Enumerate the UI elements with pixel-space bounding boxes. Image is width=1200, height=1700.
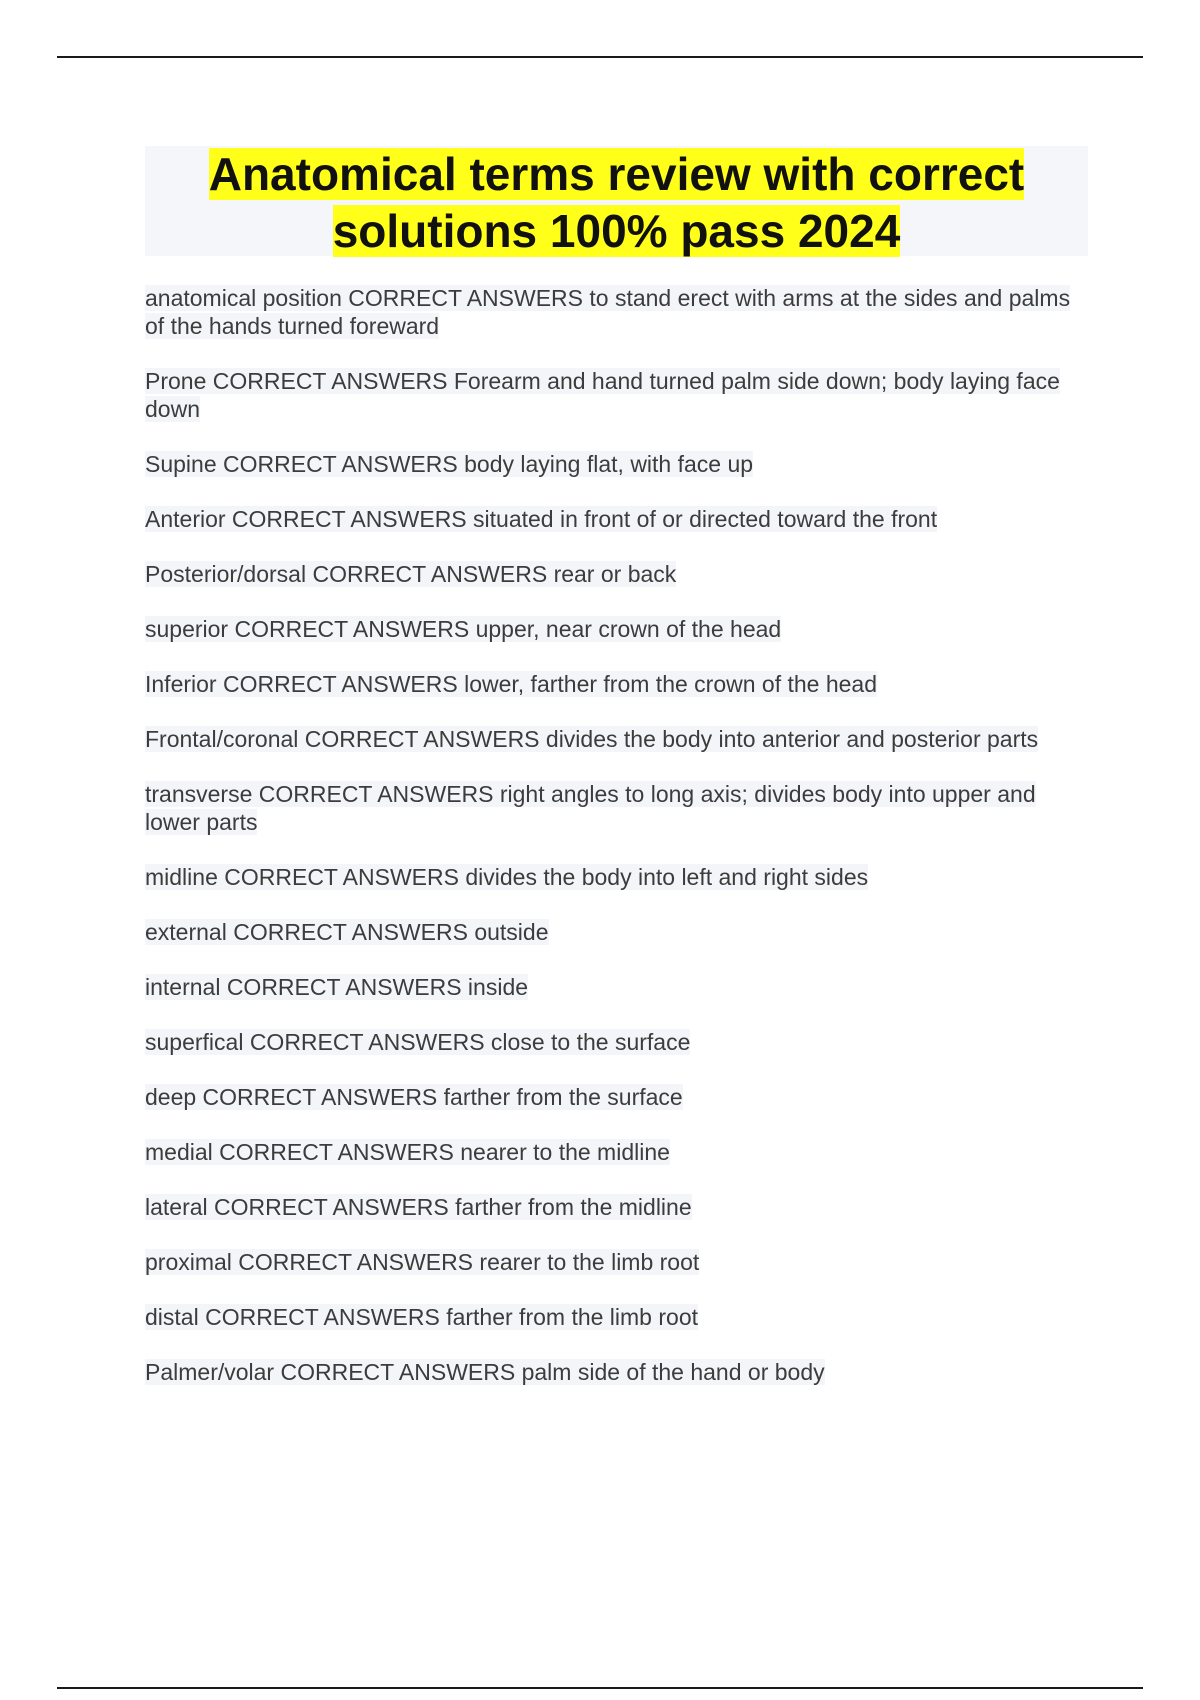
term-entry xyxy=(145,1028,1090,1056)
term-entry xyxy=(145,284,1090,340)
term-entry xyxy=(145,367,1090,423)
term-entry xyxy=(145,670,1090,698)
term-entry-text: proximal CORRECT ANSWERS rearer to the limb root xyxy=(145,1249,700,1275)
term-entry xyxy=(145,863,1090,891)
page-title xyxy=(145,146,1088,260)
bottom-rule xyxy=(57,1687,1143,1689)
term-entry-text: Palmer/volar CORRECT ANSWERS palm side of the hand or body xyxy=(145,1359,825,1385)
term-entry-text: internal CORRECT ANSWERS inside xyxy=(145,974,529,1000)
term-entry-text: Supine CORRECT ANSWERS body laying flat, with face up xyxy=(145,451,754,477)
term-entry-text: deep CORRECT ANSWERS farther from the surface xyxy=(145,1084,683,1110)
term-list xyxy=(145,284,1090,1413)
term-entry xyxy=(145,1138,1090,1166)
term-entry-text: anatomical position CORRECT ANSWERS to stand erect with arms at the sides and palms of the hands turned foreward xyxy=(145,285,1071,339)
term-entry xyxy=(145,450,1090,478)
term-entry xyxy=(145,918,1090,946)
term-entry-text: lateral CORRECT ANSWERS farther from the midline xyxy=(145,1194,692,1220)
term-entry xyxy=(145,725,1090,753)
term-entry-text: superior CORRECT ANSWERS upper, near crown of the head xyxy=(145,616,782,642)
term-entry xyxy=(145,505,1090,533)
term-entry xyxy=(145,560,1090,588)
term-entry xyxy=(145,1358,1090,1386)
term-entry xyxy=(145,1193,1090,1221)
term-entry-text: superfical CORRECT ANSWERS close to the surface xyxy=(145,1029,691,1055)
term-entry xyxy=(145,1083,1090,1111)
term-entry xyxy=(145,1248,1090,1276)
term-entry-text: transverse CORRECT ANSWERS right angles to long axis; divides body into upper and lower parts xyxy=(145,781,1036,835)
term-entry-text: external CORRECT ANSWERS outside xyxy=(145,919,549,945)
title-box xyxy=(145,146,1088,256)
term-entry-text: Prone CORRECT ANSWERS Forearm and hand turned palm side down; body laying face down xyxy=(145,368,1060,422)
term-entry-text: Inferior CORRECT ANSWERS lower, farther from the crown of the head xyxy=(145,671,878,697)
term-entry-text: medial CORRECT ANSWERS nearer to the midline xyxy=(145,1139,670,1165)
term-entry-text: midline CORRECT ANSWERS divides the body into left and right sides xyxy=(145,864,869,890)
term-entry-text: Anterior CORRECT ANSWERS situated in front of or directed toward the front xyxy=(145,506,938,532)
term-entry xyxy=(145,615,1090,643)
term-entry xyxy=(145,1303,1090,1331)
term-entry xyxy=(145,973,1090,1001)
term-entry-text: Posterior/dorsal CORRECT ANSWERS rear or back xyxy=(145,561,677,587)
term-entry-text: distal CORRECT ANSWERS farther from the limb root xyxy=(145,1304,698,1330)
top-rule xyxy=(57,56,1143,58)
page-title-text: Anatomical terms review with correct solutions 100% pass 2024 xyxy=(208,148,1025,257)
term-entry xyxy=(145,780,1090,836)
term-entry-text: Frontal/coronal CORRECT ANSWERS divides the body into anterior and posterior parts xyxy=(145,726,1039,752)
